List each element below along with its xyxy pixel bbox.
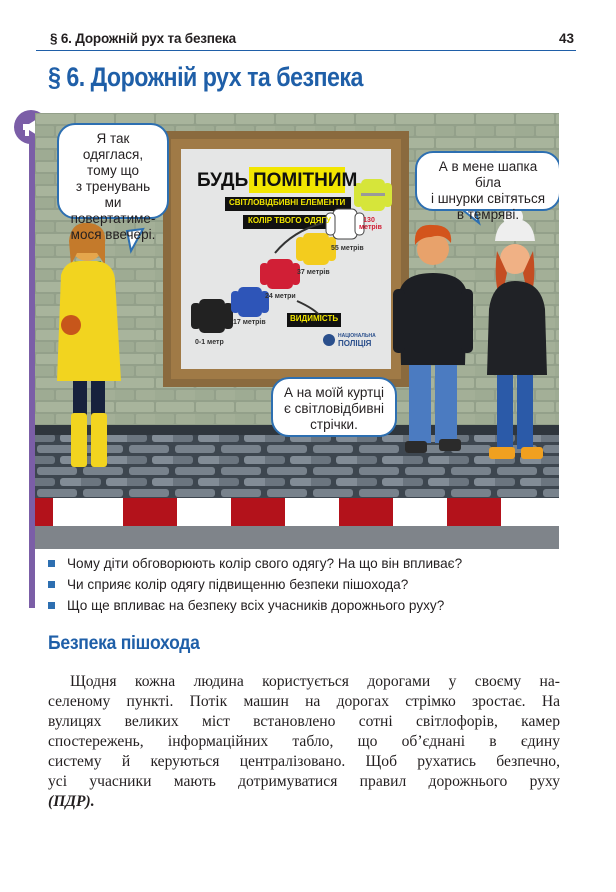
paragraph-abbreviation: (ПДР). bbox=[48, 793, 95, 810]
question-item: Чи сприяє колір одягу підвищенню безпеки пішохода? bbox=[48, 574, 568, 595]
police-label-small: НАЦІОНАЛЬНА bbox=[338, 333, 376, 339]
body-paragraph bbox=[48, 672, 560, 812]
question-item: Що ще впливає на безпеку всіх учасників дорожнього руху? bbox=[48, 595, 568, 616]
jacket-dark bbox=[191, 299, 233, 333]
bullet-square-icon bbox=[48, 581, 55, 588]
question-item: Чому діти обговорюють колір свого одягу? На що він впливає? bbox=[48, 553, 568, 574]
distance-0-1: 0-1 метр bbox=[195, 339, 224, 346]
curb-stripes bbox=[35, 498, 559, 549]
distance-37: 37 метрів bbox=[297, 269, 330, 276]
section-title: § 6. Дорожній рух та безпека bbox=[48, 62, 363, 92]
bullet-square-icon bbox=[48, 602, 55, 609]
discussion-questions bbox=[48, 553, 568, 616]
paragraph-line: систему й керуються централізовано. Щоб рухатись безпечно, bbox=[48, 753, 560, 770]
running-head-title: § 6. Дорожній рух та безпека bbox=[50, 31, 236, 46]
speech-bubble-girl-yellow: Я так одяглася, тому що з тренувань ми повертатиме- мося ввечері. bbox=[57, 123, 169, 219]
distance-24: 24 метри bbox=[265, 293, 296, 300]
paragraph-line: усі учасники мають дотримуватися правил дорожнього руху bbox=[48, 773, 560, 790]
speech-bubble-girl-hat: А в мене шапка біла і шнурки світяться в темряві. bbox=[415, 151, 559, 211]
police-label-big: ПОЛІЦІЯ bbox=[338, 339, 372, 348]
speech-bubble-boy: А на моїй куртці є світловідбивні стрічки. bbox=[271, 377, 397, 437]
poster-headline-2: ПОМІТНИМ bbox=[253, 170, 358, 191]
paragraph-line: селеному пункті. Потік машин на дорогах стрімко зростає. На bbox=[48, 693, 560, 710]
distance-130: 130 метрів bbox=[359, 217, 382, 231]
jacket-red bbox=[260, 259, 300, 289]
distance-17: 17 метрів bbox=[233, 319, 266, 326]
running-head bbox=[36, 30, 576, 51]
subsection-title: Безпека пішохода bbox=[48, 632, 200, 654]
poster-label-visibility: ВИДИМІСТЬ bbox=[290, 314, 339, 323]
poster-label-reflective: СВІТЛОВІДБИВНІ ЕЛЕМЕНТИ bbox=[229, 198, 346, 207]
police-emblem-icon bbox=[323, 334, 335, 346]
page-number: 43 bbox=[558, 31, 574, 46]
poster-label-color: КОЛІР ТВОГО ОДЯГУ bbox=[248, 216, 331, 225]
poster-headline-1: БУДЬ bbox=[197, 170, 249, 191]
paragraph-line: Щодня кожна людина користується дорогами у своєму на- bbox=[70, 673, 560, 690]
distance-55: 55 метрів bbox=[331, 245, 364, 252]
bullet-square-icon bbox=[48, 560, 55, 567]
jacket-yellow bbox=[296, 233, 336, 265]
paragraph-line: вулицях великих міст встановлено сотні світлофорів, камер bbox=[48, 713, 560, 730]
jacket-reflective bbox=[354, 179, 392, 211]
jacket-blue bbox=[231, 287, 269, 317]
paragraph-line: спостережень, інформаційних табло, що об’єднані в єдину bbox=[48, 733, 560, 750]
illustration-scene bbox=[35, 113, 559, 549]
